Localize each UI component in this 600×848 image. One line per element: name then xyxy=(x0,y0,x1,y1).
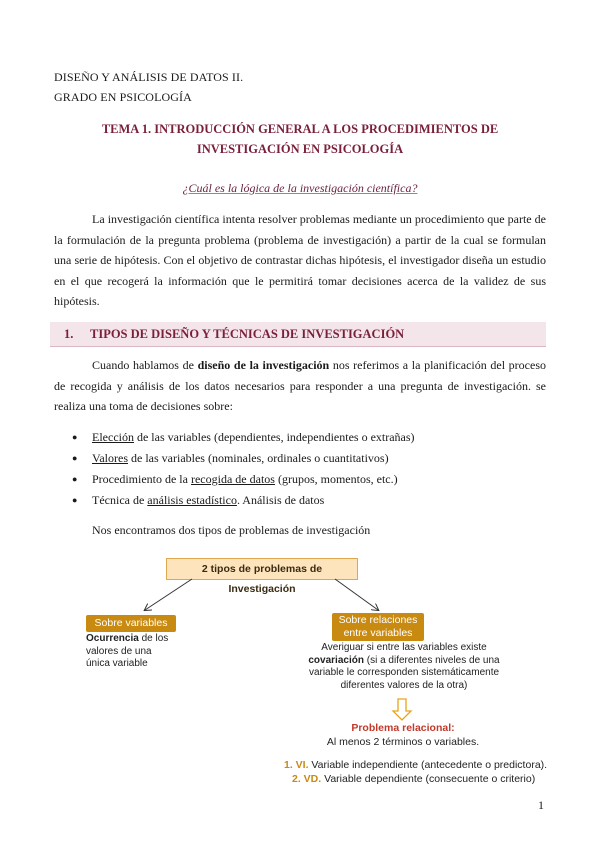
left-desc-line3: única variable xyxy=(86,658,148,669)
left-category-box: Sobre variables xyxy=(86,615,176,632)
right-desc-line3: variable le corresponden sistemáticamente xyxy=(308,667,500,678)
design-paragraph-bold: diseño de la investigación xyxy=(197,358,330,372)
problems-intro: Nos encontramos dos tipos de problemas de investigación xyxy=(92,523,371,537)
design-paragraph-start: Cuando hablamos de xyxy=(92,358,198,372)
right-desc-bold: covariación xyxy=(308,654,364,666)
left-desc-rest: de los xyxy=(138,633,169,644)
right-description xyxy=(270,642,538,692)
variable-label: 2. VD. xyxy=(292,773,322,785)
section-title: TIPOS DE DISEÑO Y TÉCNICAS DE INVESTIGACIÓN xyxy=(90,327,405,341)
relational-problem-subtitle: Al menos 2 términos o variables. xyxy=(326,736,480,748)
list-item-text: de las variables (dependientes, independientes o extrañas) xyxy=(133,430,415,444)
arrow-right xyxy=(335,579,378,610)
list-item-underlined: recogida de datos xyxy=(190,472,275,486)
list-item-prefix: Técnica de xyxy=(92,493,148,507)
right-desc-line1: Averiguar si entre las variables existe xyxy=(321,642,487,653)
diagram-top-box: 2 tipos de problemas de Investigación xyxy=(166,558,358,580)
page-number: 1 xyxy=(538,798,544,812)
list-item xyxy=(270,772,547,786)
left-desc-line2: valores de una xyxy=(86,645,152,657)
list-item xyxy=(270,758,547,772)
variable-label: 1. VI. xyxy=(284,759,309,771)
arrow-left xyxy=(145,579,192,610)
left-desc-line1 xyxy=(86,633,168,646)
list-item-underlined: Elección xyxy=(92,430,134,444)
degree-title: GRADO EN PSICOLOGÍA xyxy=(54,90,192,104)
guiding-question: ¿Cuál es la lógica de la investigación científica? xyxy=(182,181,418,195)
intro-paragraph: La investigación científica intenta resolver problemas mediante un procedimiento que parte de la formulación de la pregunta problema (problema de investigación) a partir de la cual se formulan una serie de hipótesis. Con el objetivo de contrastar dichas hipótesis, el investigador diseña un estudio en el que recogerá la información que le permitirá tomar decisiones acerca de la validez de sus hipótesis. xyxy=(54,212,546,308)
list-item-text: . Análisis de datos xyxy=(236,493,325,507)
list-item-underlined: Valores xyxy=(92,451,128,465)
topic-title-line2: INVESTIGACIÓN EN PSICOLOGÍA xyxy=(196,142,404,156)
variable-text: Variable independiente (antecedente o predictora). xyxy=(308,759,548,771)
list-item-underlined: análisis estadístico xyxy=(147,493,237,507)
section-number: 1. xyxy=(64,327,74,341)
relational-problem-title: Problema relacional: xyxy=(351,722,455,734)
right-category-box xyxy=(332,613,424,641)
right-desc-line4: diferentes valores de la otra) xyxy=(340,679,468,691)
list-item-text: de las variables (nominales, ordinales o cuantitativos) xyxy=(128,451,389,465)
left-description xyxy=(86,633,168,671)
right-box-line2: entre variables xyxy=(343,626,413,639)
right-desc-line2-rest: (si a diferentes niveles de una xyxy=(363,654,500,666)
left-desc-bold: Ocurrencia xyxy=(86,633,139,644)
variables-list xyxy=(270,758,547,786)
right-box-line1: Sobre relaciones xyxy=(338,614,418,626)
topic-title-line1: TEMA 1. INTRODUCCIÓN GENERAL A LOS PROCEDIMIENTOS DE xyxy=(101,122,499,136)
list-item-text: (grupos, momentos, etc.) xyxy=(274,472,398,486)
right-desc-line2 xyxy=(270,655,538,668)
list-item-prefix: Procedimiento de la xyxy=(92,472,191,486)
course-title: DISEÑO Y ANÁLISIS DE DATOS II. xyxy=(54,70,244,84)
design-paragraph-end: nos referimos a la planificación del proceso de recogida y análisis de los datos necesarios para responder a una pregunta de investigación. se realiza una toma de decisiones sobre: xyxy=(54,358,546,413)
variable-text: Variable dependiente (consecuente o criterio) xyxy=(321,773,536,785)
down-arrow-icon xyxy=(393,699,411,720)
